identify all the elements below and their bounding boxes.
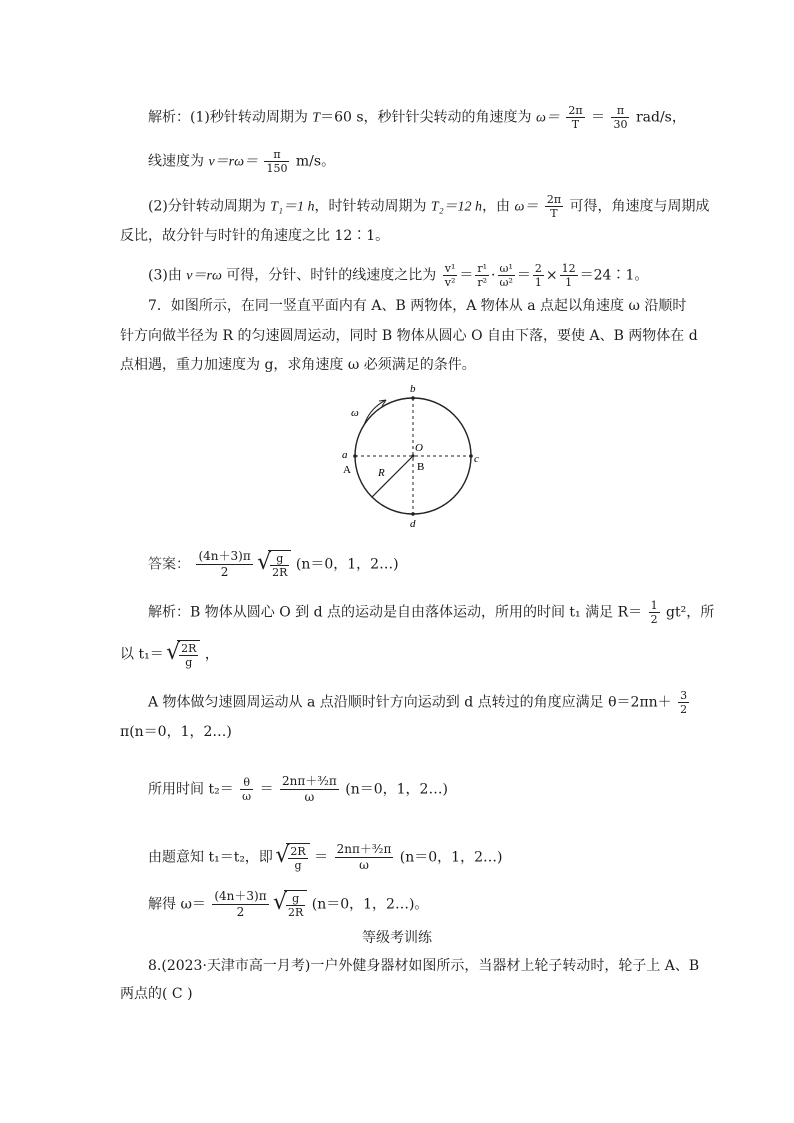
formula: T₂＝12 h <box>430 199 483 215</box>
times: × <box>545 267 558 284</box>
numerator: π <box>611 104 629 118</box>
fraction <box>286 892 305 919</box>
denominator: 2 <box>236 905 245 919</box>
numerator: (4n＋3)π <box>214 889 267 903</box>
denominator: v² <box>444 276 456 289</box>
denominator: r² <box>477 276 488 289</box>
square-root <box>168 640 200 669</box>
formula: v＝rω＝ <box>208 154 258 170</box>
equals: ＝ <box>314 849 329 866</box>
text: ＝24∶1。 <box>579 267 649 284</box>
text: 解得 ω＝ <box>148 896 206 913</box>
omega-symbol: ω＝ <box>536 110 560 126</box>
numerator: 3 <box>680 689 688 702</box>
point-d <box>411 512 415 516</box>
text: 以 t₁＝ <box>120 646 164 663</box>
answer-label: 答案： <box>148 556 190 573</box>
circle-diagram <box>330 380 500 530</box>
numerator: 2nπ＋³⁄₂π <box>336 842 392 856</box>
text: 可得，角速度与周期成 <box>569 198 710 215</box>
answer-line <box>148 549 399 580</box>
denominator: ω <box>359 858 369 872</box>
label-A: A <box>343 464 351 476</box>
denominator: ω <box>304 790 315 804</box>
section-title <box>0 928 794 948</box>
text: 8.(2023·天津市高一月考)一户外健身器材如图所示，当器材上轮子转动时，轮子上 A、B <box>148 958 700 974</box>
denominator: g <box>185 656 193 669</box>
text: 由题意知 t₁＝t₂，即 <box>148 849 273 866</box>
fraction <box>545 193 563 220</box>
text: (n＝0，1，2…) <box>399 849 503 866</box>
fraction <box>560 262 578 289</box>
denominator: ω <box>242 790 252 803</box>
question-8-line-2 <box>120 984 193 1004</box>
label-a: a <box>342 449 348 461</box>
square-root <box>259 550 291 579</box>
numerator: √ 2R <box>290 845 306 858</box>
text: ＝60 s，秒针针尖转动的角速度为 <box>320 109 532 126</box>
fraction <box>179 642 198 669</box>
label-d: d <box>410 518 416 530</box>
numerator: 2nπ＋³⁄₂π <box>282 774 337 788</box>
text: ，由 <box>482 198 511 215</box>
solution-line-5 <box>148 774 448 805</box>
point-O <box>411 454 414 457</box>
denominator: ω² <box>499 276 513 289</box>
text: 两点的( C ) <box>120 986 193 1002</box>
label-c: c <box>474 453 479 465</box>
square-root <box>275 890 307 919</box>
numerator: √ g <box>286 892 305 906</box>
fraction <box>280 774 339 805</box>
numerator: (4n＋3)π <box>198 549 251 563</box>
equals: ＝ <box>591 109 606 126</box>
text: 线速度为 <box>148 153 204 170</box>
solution-1-line <box>148 104 686 131</box>
solution-line-4 <box>120 722 232 742</box>
text: 解析：B 物体从圆心 O 到 d 点的运动是自由落体运动，所用的时间 t₁ 满足 R＝ <box>148 604 643 621</box>
text: π(n＝0，1，2…) <box>120 724 232 740</box>
question-8-line-1 <box>148 956 699 976</box>
denominator: 30 <box>613 118 628 131</box>
point-b <box>411 396 415 400</box>
solution-line-6 <box>148 842 502 873</box>
numerator: 2 <box>534 262 542 275</box>
equals: ＝ <box>259 781 274 798</box>
fraction <box>270 552 289 579</box>
solution-line-2 <box>120 640 219 669</box>
text: 反比，故分针与时针的角速度之比 12∶1。 <box>120 228 390 244</box>
fraction <box>566 104 584 131</box>
text: ，时针转动周期为 <box>314 198 427 215</box>
numerator: ω¹ <box>499 262 513 275</box>
label-b: b <box>410 383 416 395</box>
solution-2-line <box>148 193 710 220</box>
solution-line-3 <box>148 689 691 716</box>
question-7-line-2 <box>120 326 698 346</box>
solution-2-line-b <box>120 226 389 246</box>
fraction <box>475 262 489 289</box>
label-omega: ω <box>351 407 359 419</box>
solution-1-speed-line <box>148 148 335 175</box>
symbol-T: T <box>312 110 321 126</box>
equals: ＝ <box>516 267 531 284</box>
question-7-line-1 <box>148 296 686 316</box>
fraction <box>649 599 660 626</box>
fraction <box>678 689 689 716</box>
text: 解析：(1)秒针转动周期为 <box>148 109 308 126</box>
numerator: 1 <box>650 599 658 612</box>
text: gt²，所 <box>666 604 715 621</box>
dot: · <box>491 267 496 284</box>
fraction <box>264 148 289 175</box>
text: 点相遇，重力加速度为 g，求角速度 ω 必须满足的条件。 <box>120 357 476 373</box>
denominator: 2R <box>288 906 304 919</box>
text: 可得，分针、时针的线速度之比为 <box>226 267 437 284</box>
formula: v＝rω <box>186 268 222 284</box>
fraction <box>498 262 515 289</box>
denominator: 2 <box>650 613 658 626</box>
denominator: 2R <box>272 566 288 579</box>
denominator: 2 <box>680 703 688 716</box>
solution-line-1 <box>148 599 714 626</box>
text: (n＝0，1，2…) <box>345 781 448 798</box>
numerator: θ <box>240 776 253 790</box>
point-a <box>353 454 357 458</box>
formula: T₁＝1 h <box>270 199 315 215</box>
formula: ω＝ <box>514 199 539 215</box>
denominator: 1 <box>534 276 542 289</box>
solution-3-line <box>148 262 648 289</box>
text: 所用时间 t₂＝ <box>148 781 234 798</box>
label-B: B <box>417 461 425 473</box>
denominator: 150 <box>266 162 288 175</box>
unit: rad/s， <box>635 109 686 126</box>
text: (n＝0，1，2…)。 <box>311 896 429 913</box>
numerator: 2π <box>546 193 562 206</box>
denominator: 2 <box>220 565 229 579</box>
denominator: 1 <box>565 276 573 289</box>
equals: ＝ <box>459 267 474 284</box>
point-c <box>469 454 473 458</box>
text: 针方向做半径为 R 的匀速圆周运动，同时 B 物体从圆心 O 自由下落，要使 A、B 两物体在 d <box>120 328 698 344</box>
denominator: g <box>294 859 302 872</box>
fraction <box>212 889 268 920</box>
text: 7．如图所示，在同一竖直平面内有 A、B 两物体，A 物体从 a 点起以角速度 ω 沿顺时 <box>148 298 687 314</box>
square-root <box>277 843 309 872</box>
denominator: T <box>571 118 580 131</box>
denominator: T <box>550 207 558 220</box>
fraction <box>611 104 629 131</box>
question-7-line-3 <box>120 355 476 375</box>
text: (3)由 <box>148 267 182 284</box>
text: ， <box>204 646 219 663</box>
label-O: O <box>415 442 423 454</box>
numerator: 2π <box>568 104 583 117</box>
numerator: 12 <box>561 262 576 275</box>
fraction <box>240 776 253 803</box>
numerator: π <box>264 148 289 162</box>
numerator: √ 2R <box>181 642 197 655</box>
fraction <box>196 549 252 580</box>
fraction <box>335 842 394 873</box>
text: A 物体做匀速圆周运动从 a 点沿顺时针方向运动到 d 点转过的角度应满足 θ＝2πn＋ <box>148 694 672 711</box>
fraction <box>288 845 307 872</box>
fraction <box>443 262 458 289</box>
numerator: √ g <box>270 552 289 566</box>
section-title-text: 等级考训练 <box>362 930 432 946</box>
numerator: v¹ <box>444 262 456 275</box>
numerator: r¹ <box>477 262 488 275</box>
label-R: R <box>378 467 385 479</box>
solution-line-7 <box>148 889 428 920</box>
text: (2)分针转动周期为 <box>148 198 266 215</box>
fraction <box>533 262 544 289</box>
condition: (n＝0，1，2…) <box>295 556 399 573</box>
unit: m/s。 <box>295 153 336 170</box>
